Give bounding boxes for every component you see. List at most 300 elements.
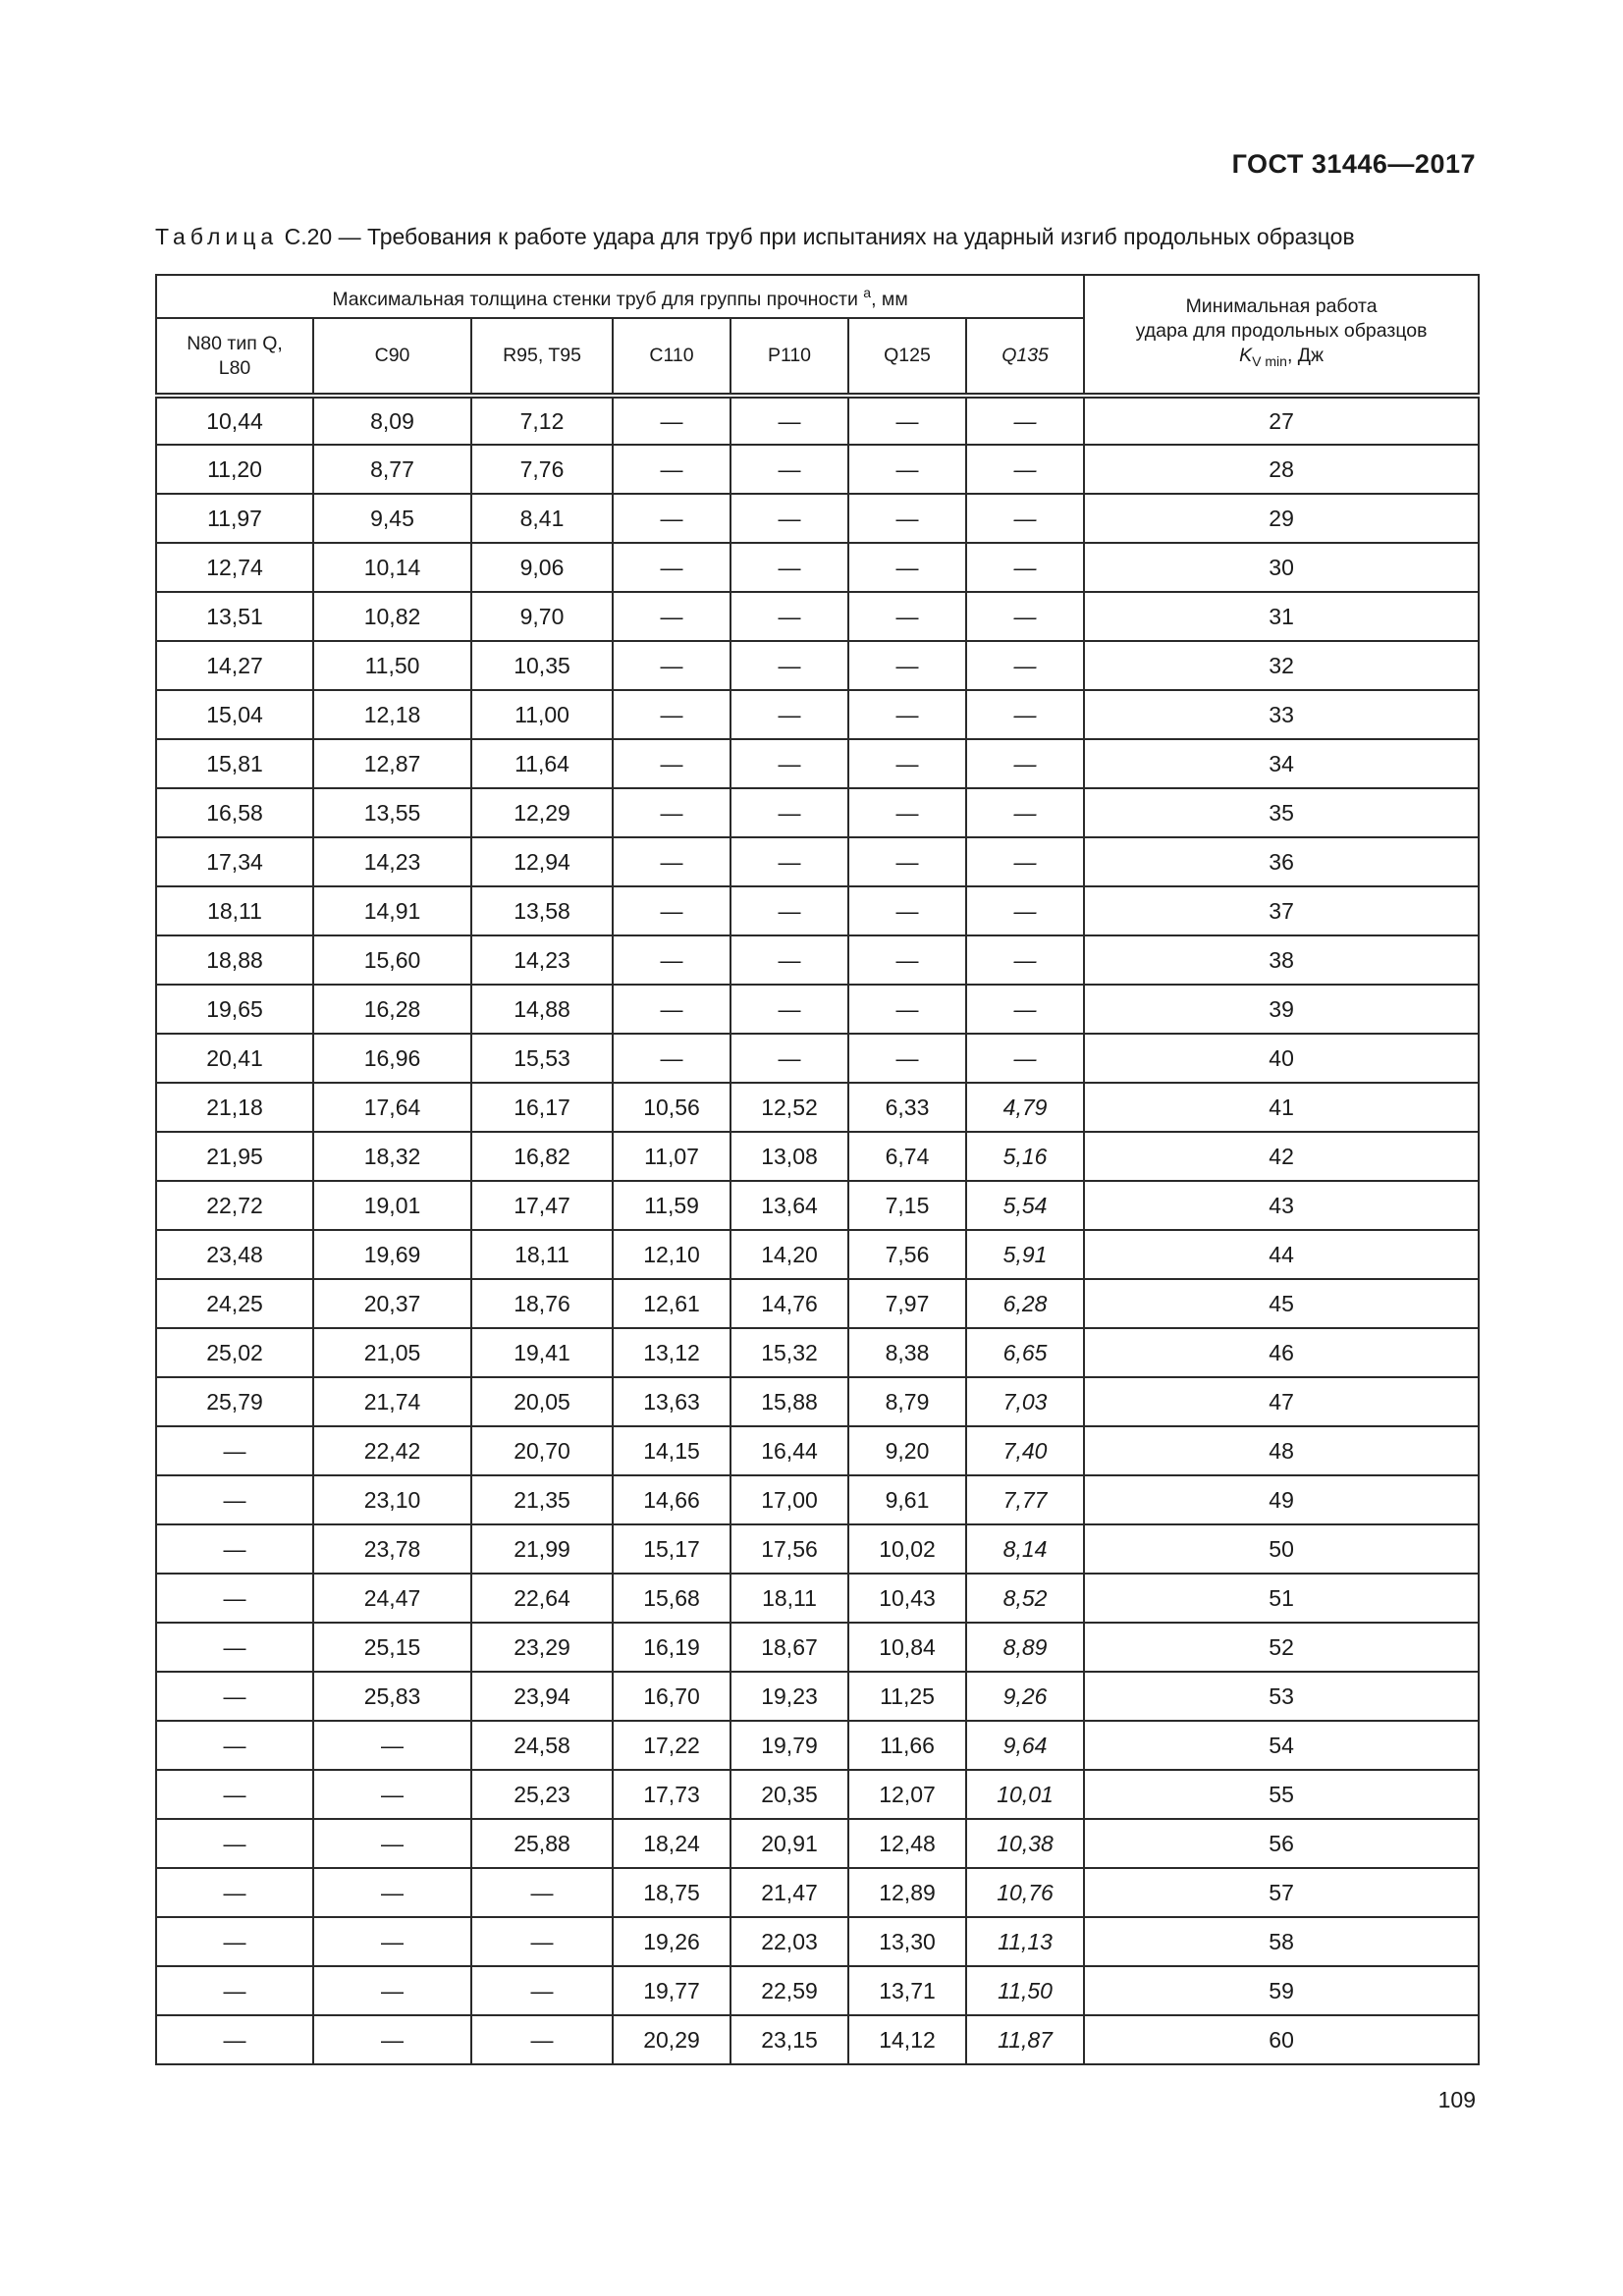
cell-kv-min: 54 xyxy=(1084,1721,1479,1770)
cell-c110: 19,26 xyxy=(613,1917,730,1966)
cell-q135: — xyxy=(966,494,1084,543)
cell-q125: — xyxy=(848,837,966,886)
cell-q135: — xyxy=(966,788,1084,837)
cell-q135: — xyxy=(966,690,1084,739)
cell-c90: 8,77 xyxy=(313,445,471,494)
col-header-q135: Q135 xyxy=(966,318,1084,396)
cell-c110: 14,15 xyxy=(613,1426,730,1475)
cell-c90: 21,74 xyxy=(313,1377,471,1426)
cell-q125: 11,25 xyxy=(848,1672,966,1721)
cell-c90: 23,10 xyxy=(313,1475,471,1524)
cell-p110: 13,08 xyxy=(730,1132,848,1181)
cell-q135: — xyxy=(966,935,1084,985)
cell-c90: 10,14 xyxy=(313,543,471,592)
cell-q135: 6,28 xyxy=(966,1279,1084,1328)
table-row xyxy=(156,1623,1479,1672)
cell-c110: — xyxy=(613,788,730,837)
caption-title: Требования к работе удара для труб при испытаниях на ударный изгиб продольных образцов xyxy=(366,224,1355,249)
cell-r95: 14,23 xyxy=(471,935,613,985)
cell-n80: 15,81 xyxy=(156,739,313,788)
cell-n80: 12,74 xyxy=(156,543,313,592)
cell-c90: 21,05 xyxy=(313,1328,471,1377)
cell-kv-min: 35 xyxy=(1084,788,1479,837)
table-row xyxy=(156,1083,1479,1132)
col-header-p110: P110 xyxy=(730,318,848,396)
table-body xyxy=(156,396,1479,2064)
cell-q135: — xyxy=(966,592,1084,641)
cell-kv-min: 46 xyxy=(1084,1328,1479,1377)
cell-r95: 9,70 xyxy=(471,592,613,641)
cell-c90: 15,60 xyxy=(313,935,471,985)
cell-kv-min: 58 xyxy=(1084,1917,1479,1966)
cell-kv-min: 51 xyxy=(1084,1574,1479,1623)
cell-kv-min: 43 xyxy=(1084,1181,1479,1230)
cell-q125: 8,79 xyxy=(848,1377,966,1426)
cell-c90: — xyxy=(313,1819,471,1868)
cell-kv-min: 44 xyxy=(1084,1230,1479,1279)
col-header-n80: N80 тип Q, L80 xyxy=(156,318,313,396)
cell-p110: 16,44 xyxy=(730,1426,848,1475)
cell-kv-min: 50 xyxy=(1084,1524,1479,1574)
cell-c110: 18,75 xyxy=(613,1868,730,1917)
table-row xyxy=(156,1524,1479,1574)
cell-q125: — xyxy=(848,445,966,494)
cell-c110: — xyxy=(613,396,730,445)
cell-c90: 12,18 xyxy=(313,690,471,739)
cell-c90: 22,42 xyxy=(313,1426,471,1475)
table-row xyxy=(156,1819,1479,1868)
cell-p110: 19,79 xyxy=(730,1721,848,1770)
table-row xyxy=(156,1917,1479,1966)
cell-q135: 6,65 xyxy=(966,1328,1084,1377)
cell-c110: 14,66 xyxy=(613,1475,730,1524)
cell-c110: — xyxy=(613,739,730,788)
cell-q125: 13,30 xyxy=(848,1917,966,1966)
cell-c110: 16,70 xyxy=(613,1672,730,1721)
cell-kv-min: 42 xyxy=(1084,1132,1479,1181)
cell-r95: 20,05 xyxy=(471,1377,613,1426)
cell-r95: 11,00 xyxy=(471,690,613,739)
table-row xyxy=(156,1426,1479,1475)
cell-q125: 9,20 xyxy=(848,1426,966,1475)
cell-n80: — xyxy=(156,1770,313,1819)
table-row xyxy=(156,2015,1479,2064)
table-row xyxy=(156,935,1479,985)
cell-r95: 12,94 xyxy=(471,837,613,886)
page-number: 109 xyxy=(1437,2087,1476,2112)
min-work-unit: , Дж xyxy=(1286,345,1325,366)
cell-q125: — xyxy=(848,592,966,641)
cell-c110: — xyxy=(613,494,730,543)
min-work-header-line1: Минимальная работа xyxy=(1185,295,1378,317)
cell-q125: — xyxy=(848,886,966,935)
cell-kv-min: 53 xyxy=(1084,1672,1479,1721)
cell-n80: 11,20 xyxy=(156,445,313,494)
cell-kv-min: 40 xyxy=(1084,1034,1479,1083)
kv-subscript: V min xyxy=(1252,353,1287,369)
cell-q135: 10,76 xyxy=(966,1868,1084,1917)
min-work-header-line2: удара для продольных образцов xyxy=(1135,320,1428,342)
cell-p110: 21,47 xyxy=(730,1868,848,1917)
cell-c90: — xyxy=(313,1966,471,2015)
table-row xyxy=(156,1034,1479,1083)
cell-q135: 11,50 xyxy=(966,1966,1084,2015)
cell-c90: 10,82 xyxy=(313,592,471,641)
cell-c110: 11,07 xyxy=(613,1132,730,1181)
cell-p110: 12,52 xyxy=(730,1083,848,1132)
table-row xyxy=(156,1132,1479,1181)
group-header-text: Максимальная толщина стенки труб для группы прочности xyxy=(332,289,858,310)
table-row xyxy=(156,1574,1479,1623)
cell-n80: 19,65 xyxy=(156,985,313,1034)
table-row xyxy=(156,1966,1479,2015)
table-caption xyxy=(155,224,1481,250)
cell-kv-min: 33 xyxy=(1084,690,1479,739)
cell-r95: — xyxy=(471,1868,613,1917)
cell-c110: 16,19 xyxy=(613,1623,730,1672)
cell-c90: 18,32 xyxy=(313,1132,471,1181)
cell-c110: 12,61 xyxy=(613,1279,730,1328)
cell-q125: 10,02 xyxy=(848,1524,966,1574)
cell-r95: 8,41 xyxy=(471,494,613,543)
cell-q135: — xyxy=(966,641,1084,690)
cell-q125: 12,07 xyxy=(848,1770,966,1819)
cell-c110: — xyxy=(613,837,730,886)
cell-c90: 19,01 xyxy=(313,1181,471,1230)
cell-r95: 18,11 xyxy=(471,1230,613,1279)
cell-q135: 10,38 xyxy=(966,1819,1084,1868)
cell-kv-min: 52 xyxy=(1084,1623,1479,1672)
cell-p110: 18,11 xyxy=(730,1574,848,1623)
cell-r95: 13,58 xyxy=(471,886,613,935)
cell-p110: 17,56 xyxy=(730,1524,848,1574)
cell-c110: 13,63 xyxy=(613,1377,730,1426)
cell-p110: 22,03 xyxy=(730,1917,848,1966)
cell-q125: 7,15 xyxy=(848,1181,966,1230)
cell-c90: 9,45 xyxy=(313,494,471,543)
cell-n80: — xyxy=(156,1426,313,1475)
cell-n80: — xyxy=(156,1966,313,2015)
cell-p110: 23,15 xyxy=(730,2015,848,2064)
cell-r95: 12,29 xyxy=(471,788,613,837)
cell-c110: 17,73 xyxy=(613,1770,730,1819)
cell-c110: — xyxy=(613,592,730,641)
cell-c90: 14,23 xyxy=(313,837,471,886)
cell-q135: — xyxy=(966,985,1084,1034)
cell-q135: 10,01 xyxy=(966,1770,1084,1819)
cell-c110: 10,56 xyxy=(613,1083,730,1132)
table-row xyxy=(156,592,1479,641)
cell-q125: — xyxy=(848,935,966,985)
min-work-header xyxy=(1084,275,1479,396)
cell-n80: 10,44 xyxy=(156,396,313,445)
cell-r95: 11,64 xyxy=(471,739,613,788)
cell-c90: 17,64 xyxy=(313,1083,471,1132)
cell-q135: 4,79 xyxy=(966,1083,1084,1132)
cell-q125: — xyxy=(848,641,966,690)
table-row xyxy=(156,1328,1479,1377)
cell-n80: — xyxy=(156,1868,313,1917)
cell-c110: 15,17 xyxy=(613,1524,730,1574)
table-row xyxy=(156,886,1479,935)
cell-r95: 21,99 xyxy=(471,1524,613,1574)
caption-label: Таблица xyxy=(155,224,279,249)
cell-r95: 20,70 xyxy=(471,1426,613,1475)
cell-r95: — xyxy=(471,2015,613,2064)
cell-c90: 11,50 xyxy=(313,641,471,690)
cell-q125: 12,48 xyxy=(848,1819,966,1868)
cell-q125: — xyxy=(848,788,966,837)
cell-q125: — xyxy=(848,396,966,445)
cell-c90: — xyxy=(313,1721,471,1770)
cell-kv-min: 60 xyxy=(1084,2015,1479,2064)
col-header-q125: Q125 xyxy=(848,318,966,396)
cell-c110: — xyxy=(613,543,730,592)
cell-r95: 16,17 xyxy=(471,1083,613,1132)
cell-q135: — xyxy=(966,739,1084,788)
cell-p110: 13,64 xyxy=(730,1181,848,1230)
cell-q125: — xyxy=(848,1034,966,1083)
cell-n80: — xyxy=(156,1917,313,1966)
cell-q125: 14,12 xyxy=(848,2015,966,2064)
cell-n80: — xyxy=(156,1819,313,1868)
cell-kv-min: 28 xyxy=(1084,445,1479,494)
cell-q135: 5,16 xyxy=(966,1132,1084,1181)
cell-c90: 24,47 xyxy=(313,1574,471,1623)
cell-r95: 24,58 xyxy=(471,1721,613,1770)
cell-c90: — xyxy=(313,1770,471,1819)
table-row xyxy=(156,1770,1479,1819)
cell-n80: 20,41 xyxy=(156,1034,313,1083)
cell-q125: — xyxy=(848,690,966,739)
cell-q135: — xyxy=(966,886,1084,935)
cell-q125: — xyxy=(848,985,966,1034)
cell-q135: 8,52 xyxy=(966,1574,1084,1623)
cell-n80: — xyxy=(156,2015,313,2064)
cell-c90: — xyxy=(313,1917,471,1966)
cell-c110: — xyxy=(613,1034,730,1083)
cell-n80: 18,88 xyxy=(156,935,313,985)
table-row xyxy=(156,641,1479,690)
cell-n80: 24,25 xyxy=(156,1279,313,1328)
cell-q125: — xyxy=(848,543,966,592)
cell-c90: 8,09 xyxy=(313,396,471,445)
cell-r95: 7,12 xyxy=(471,396,613,445)
table-row xyxy=(156,1230,1479,1279)
cell-c110: — xyxy=(613,690,730,739)
cell-r95: 16,82 xyxy=(471,1132,613,1181)
cell-c110: — xyxy=(613,886,730,935)
cell-kv-min: 41 xyxy=(1084,1083,1479,1132)
cell-r95: 7,76 xyxy=(471,445,613,494)
cell-n80: — xyxy=(156,1475,313,1524)
cell-n80: 17,34 xyxy=(156,837,313,886)
cell-n80: 16,58 xyxy=(156,788,313,837)
cell-q135: — xyxy=(966,1034,1084,1083)
cell-kv-min: 29 xyxy=(1084,494,1479,543)
cell-n80: — xyxy=(156,1524,313,1574)
col-header-r95: R95, T95 xyxy=(471,318,613,396)
cell-n80: 11,97 xyxy=(156,494,313,543)
cell-r95: 15,53 xyxy=(471,1034,613,1083)
cell-kv-min: 55 xyxy=(1084,1770,1479,1819)
cell-n80: 15,04 xyxy=(156,690,313,739)
table-row xyxy=(156,1279,1479,1328)
cell-r95: 19,41 xyxy=(471,1328,613,1377)
cell-kv-min: 38 xyxy=(1084,935,1479,985)
cell-q125: 8,38 xyxy=(848,1328,966,1377)
cell-p110: — xyxy=(730,985,848,1034)
cell-c110: — xyxy=(613,985,730,1034)
cell-kv-min: 48 xyxy=(1084,1426,1479,1475)
cell-kv-min: 47 xyxy=(1084,1377,1479,1426)
table-row xyxy=(156,1721,1479,1770)
cell-n80: — xyxy=(156,1672,313,1721)
cell-p110: — xyxy=(730,641,848,690)
table-row xyxy=(156,788,1479,837)
cell-r95: — xyxy=(471,1966,613,2015)
cell-q125: 7,56 xyxy=(848,1230,966,1279)
cell-q135: — xyxy=(966,445,1084,494)
cell-kv-min: 59 xyxy=(1084,1966,1479,2015)
cell-c110: — xyxy=(613,445,730,494)
col-header-c90: C90 xyxy=(313,318,471,396)
table-row xyxy=(156,1475,1479,1524)
cell-c90: 16,28 xyxy=(313,985,471,1034)
cell-q135: 8,89 xyxy=(966,1623,1084,1672)
table-row xyxy=(156,494,1479,543)
cell-p110: — xyxy=(730,739,848,788)
cell-r95: 17,47 xyxy=(471,1181,613,1230)
cell-p110: — xyxy=(730,788,848,837)
cell-kv-min: 49 xyxy=(1084,1475,1479,1524)
cell-p110: 14,76 xyxy=(730,1279,848,1328)
cell-c110: 20,29 xyxy=(613,2015,730,2064)
cell-q125: 13,71 xyxy=(848,1966,966,2015)
cell-q125: 9,61 xyxy=(848,1475,966,1524)
cell-kv-min: 32 xyxy=(1084,641,1479,690)
cell-r95: 10,35 xyxy=(471,641,613,690)
cell-kv-min: 27 xyxy=(1084,396,1479,445)
cell-p110: — xyxy=(730,494,848,543)
table-row xyxy=(156,396,1479,445)
footnote-mark: a xyxy=(863,285,872,300)
cell-kv-min: 45 xyxy=(1084,1279,1479,1328)
cell-p110: — xyxy=(730,935,848,985)
cell-p110: — xyxy=(730,886,848,935)
cell-kv-min: 30 xyxy=(1084,543,1479,592)
cell-p110: 20,35 xyxy=(730,1770,848,1819)
impact-work-table xyxy=(155,274,1480,2065)
cell-p110: — xyxy=(730,1034,848,1083)
cell-c90: 16,96 xyxy=(313,1034,471,1083)
cell-p110: 15,32 xyxy=(730,1328,848,1377)
cell-c90: 20,37 xyxy=(313,1279,471,1328)
cell-p110: 14,20 xyxy=(730,1230,848,1279)
cell-c90: — xyxy=(313,2015,471,2064)
cell-kv-min: 39 xyxy=(1084,985,1479,1034)
cell-p110: — xyxy=(730,543,848,592)
cell-p110: 20,91 xyxy=(730,1819,848,1868)
cell-kv-min: 37 xyxy=(1084,886,1479,935)
cell-q135: 11,13 xyxy=(966,1917,1084,1966)
cell-n80: 25,79 xyxy=(156,1377,313,1426)
caption-dash: — xyxy=(338,224,361,249)
cell-q125: 12,89 xyxy=(848,1868,966,1917)
cell-c110: — xyxy=(613,935,730,985)
cell-n80: — xyxy=(156,1721,313,1770)
cell-n80: 21,95 xyxy=(156,1132,313,1181)
cell-q135: 11,87 xyxy=(966,2015,1084,2064)
cell-q125: 6,33 xyxy=(848,1083,966,1132)
table-row xyxy=(156,445,1479,494)
table-row xyxy=(156,1868,1479,1917)
cell-c90: 25,15 xyxy=(313,1623,471,1672)
cell-p110: 18,67 xyxy=(730,1623,848,1672)
cell-kv-min: 56 xyxy=(1084,1819,1479,1868)
cell-n80: 21,18 xyxy=(156,1083,313,1132)
cell-p110: — xyxy=(730,592,848,641)
standard-id: ГОСТ 31446—2017 xyxy=(1231,149,1476,179)
cell-r95: 25,23 xyxy=(471,1770,613,1819)
cell-n80: 18,11 xyxy=(156,886,313,935)
cell-q135: 7,40 xyxy=(966,1426,1084,1475)
cell-q135: 7,03 xyxy=(966,1377,1084,1426)
cell-q135: 8,14 xyxy=(966,1524,1084,1574)
cell-q125: 10,84 xyxy=(848,1623,966,1672)
cell-r95: 18,76 xyxy=(471,1279,613,1328)
cell-p110: — xyxy=(730,837,848,886)
cell-p110: — xyxy=(730,396,848,445)
cell-c110: — xyxy=(613,641,730,690)
cell-q125: 11,66 xyxy=(848,1721,966,1770)
cell-c90: 23,78 xyxy=(313,1524,471,1574)
cell-q135: 7,77 xyxy=(966,1475,1084,1524)
cell-q135: 5,54 xyxy=(966,1181,1084,1230)
cell-q125: — xyxy=(848,739,966,788)
cell-c90: 13,55 xyxy=(313,788,471,837)
cell-n80: 13,51 xyxy=(156,592,313,641)
cell-c90: 12,87 xyxy=(313,739,471,788)
cell-c110: 11,59 xyxy=(613,1181,730,1230)
cell-q135: 9,64 xyxy=(966,1721,1084,1770)
table-row xyxy=(156,739,1479,788)
cell-n80: — xyxy=(156,1623,313,1672)
cell-q125: 7,97 xyxy=(848,1279,966,1328)
cell-n80: 23,48 xyxy=(156,1230,313,1279)
cell-r95: 25,88 xyxy=(471,1819,613,1868)
table-row xyxy=(156,837,1479,886)
cell-r95: 9,06 xyxy=(471,543,613,592)
cell-kv-min: 36 xyxy=(1084,837,1479,886)
cell-c90: — xyxy=(313,1868,471,1917)
table-row xyxy=(156,690,1479,739)
cell-p110: 19,23 xyxy=(730,1672,848,1721)
group-header-unit: , мм xyxy=(871,289,908,310)
cell-r95: 23,29 xyxy=(471,1623,613,1672)
min-work-header-symbol-line xyxy=(1085,344,1478,374)
kv-symbol: K xyxy=(1239,345,1253,366)
cell-r95: 23,94 xyxy=(471,1672,613,1721)
cell-n80: 25,02 xyxy=(156,1328,313,1377)
cell-c110: 17,22 xyxy=(613,1721,730,1770)
table-row xyxy=(156,1672,1479,1721)
cell-kv-min: 31 xyxy=(1084,592,1479,641)
table-row xyxy=(156,985,1479,1034)
cell-q135: — xyxy=(966,837,1084,886)
col-header-c110: C110 xyxy=(613,318,730,396)
group-header xyxy=(156,275,1084,318)
